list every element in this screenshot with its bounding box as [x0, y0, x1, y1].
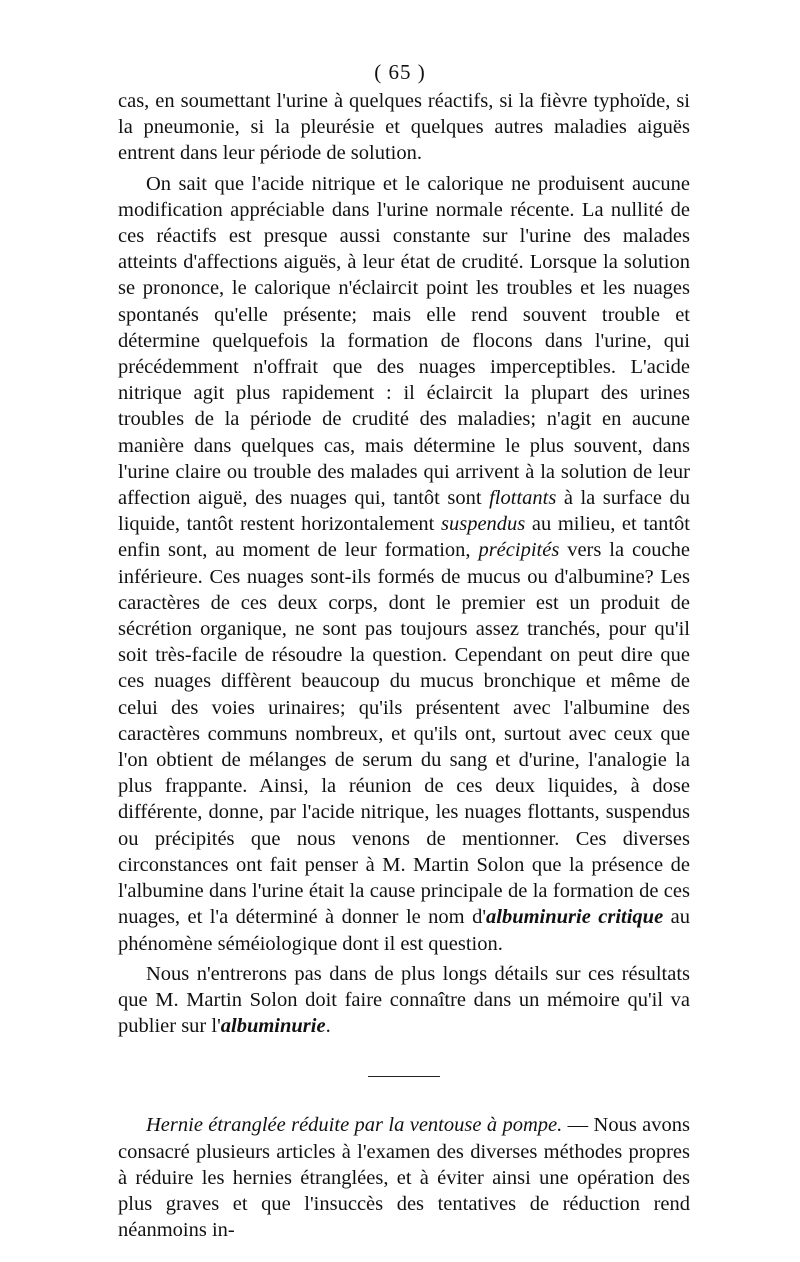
term-suspendus: suspendus [440, 513, 526, 536]
paragraph-4-text: — Nous avons consacré plusieurs articles à l'examen des diverses méthodes propres à réduire les hernies étranglées, et à éviter ainsi une opération des plus graves et que l'insuccès des tentatives de réduction rend néanmoins in- [118, 1114, 690, 1242]
p2-part-e: au phénomène séméiologique dont il est question. [118, 906, 690, 955]
p3-part-b: . [325, 1015, 331, 1038]
paragraph-4 [118, 1112, 690, 1243]
paragraph-2 [118, 171, 690, 957]
term-albuminurie-critique: albuminurie critique [486, 906, 664, 929]
term-flottants: flottants [489, 487, 557, 510]
paragraph-1-text: cas, en soumettant l'urine à quelques réactifs, si la fièvre typhoïde, si la pneumonie, si la pleurésie et quelques autres maladies aiguës entrent dans leur période de solution. [118, 90, 690, 165]
page-number: ( 65 ) [374, 60, 426, 84]
paragraph-1 [118, 88, 690, 167]
paragraph-3 [118, 961, 690, 1040]
p2-part-d: vers la couche inférieure. Ces nuages sont-ils formés de mucus ou d'albumine? Les caractères de ces deux corps, dont le premier est un produit de sécrétion organique, ne sont pas toujours assez tranchés, pour qu'il soit très-facile de résoudre la question. Cependant on peut dire que ces nuages diffèrent beaucoup du mucus bronchique et même de celui des voies urinaires; qu'ils présentent avec l'albumine des caractères communs nombreux, et qu'ils ont, surtout avec ceux que l'on obtient de mélanges de serum du sang et d'urine, l'analogie la plus frappante. Ainsi, la réunion de ces deux liquides, à dose différente, donne, par l'acide nitrique, les nuages flottants, suspendus ou précipités que nous venons de mentionner. Ces diverses circonstances ont fait penser à M. Martin Solon que la présence de l'albumine dans l'urine était la cause principale de la formation de ces nuages, et l'a déterminé à donner le nom d' [118, 539, 690, 929]
p2-part-b: à la surface du liquide, tantôt restent horizontalement [118, 487, 691, 536]
section-title: Hernie étranglée réduite par la ventouse à pompe. [146, 1114, 563, 1137]
p2-part-c: au milieu, et tantôt enfin sont, au moment de leur formation, [118, 513, 690, 562]
section-divider [368, 1076, 440, 1077]
term-albuminurie: albuminurie [220, 1015, 326, 1038]
body-text [118, 88, 690, 1243]
p2-part-a: On sait que l'acide nitrique et le calorique ne produisent aucune modification appréciable dans l'urine normale récente. La nullité de ces réactifs est presque aussi constante sur l'urine des malades atteints d'affections aiguës, à leur état de crudité. Lorsque la solution se prononce, le calorique n'éclaircit point les troubles et les nuages spontanés qu'elle présente; mais elle rend souvent trouble et détermine quelquefois la formation de flocons dans l'urine, qui précédemment n'offrait que des nuages imperceptibles. L'acide nitrique agit plus rapidement : il éclaircit la plupart des urines troubles de la période de crudité des maladies; n'agit en aucune manière dans quelques cas, mais détermine le plus souvent, dans l'urine claire ou trouble des malades qui arrivent à la solution de leur affection aiguë, des nuages qui, tantôt sont [118, 172, 690, 510]
p3-part-a: Nous n'entrerons pas dans de plus longs détails sur ces résultats que M. Martin Solon doit faire connaître dans un mémoire qu'il va publier sur l' [118, 962, 690, 1038]
term-precipites: précipités [478, 539, 560, 562]
